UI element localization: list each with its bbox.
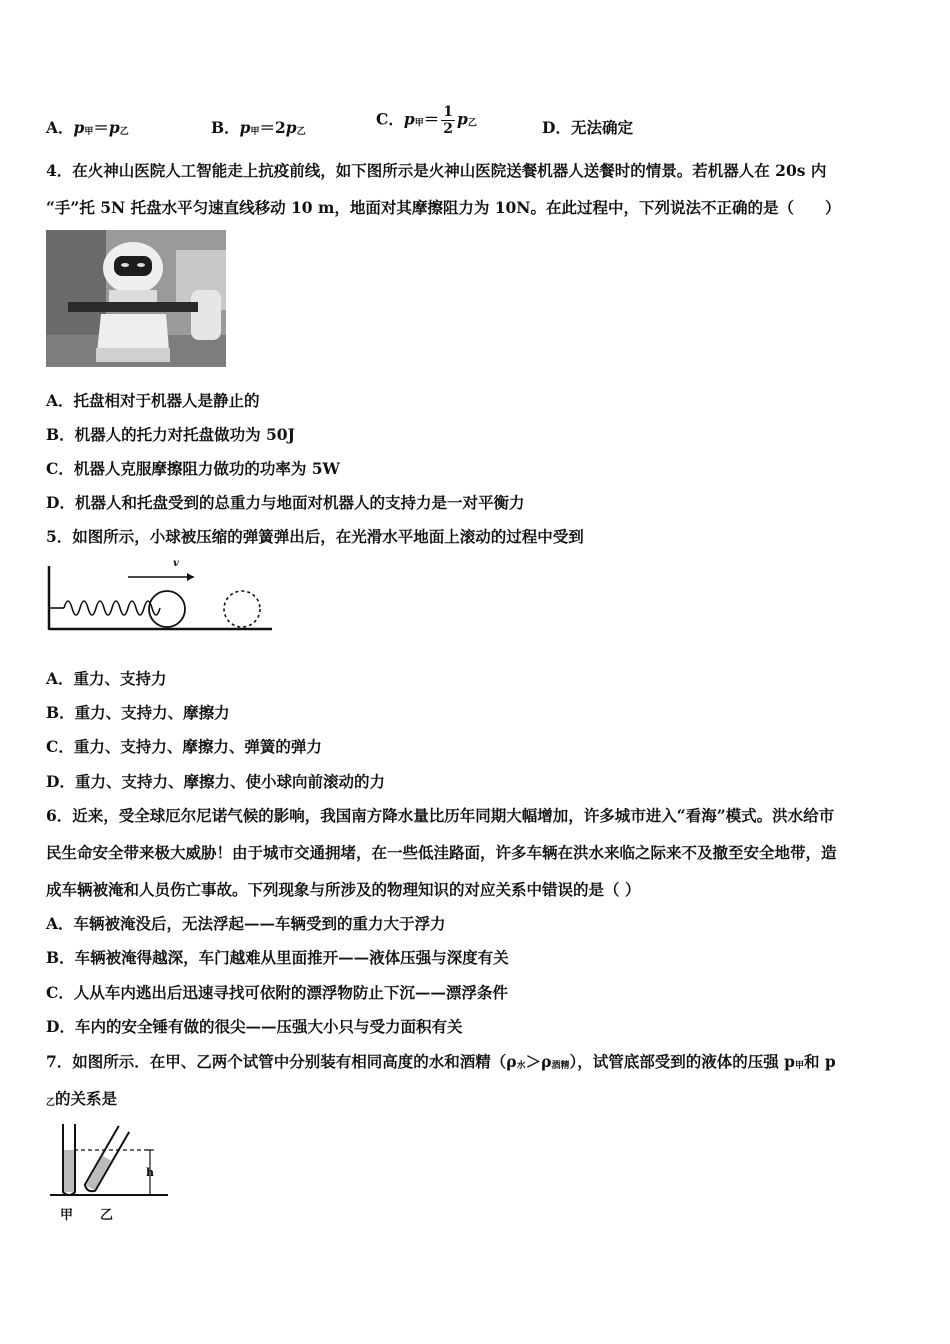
robot-photo [46, 230, 226, 367]
q5-option-d[interactable]: D．重力、支持力、摩擦力、使小球向前滚动的力 [46, 772, 385, 791]
q3-option-d[interactable]: D．无法确定 [542, 118, 633, 137]
spring-ball-illustration [46, 560, 276, 638]
q6-option-b[interactable]: B．车辆被淹得越深，车门越难从里面推开——液体压强与深度有关 [46, 948, 509, 967]
q4-stem-line1: 4．在火神山医院人工智能走上抗疫前线，如下图所示是火神山医院送餐机器人送餐时的情景。若机器人在 20s 内 [46, 161, 827, 180]
q5-option-b[interactable]: B．重力、支持力、摩擦力 [46, 703, 230, 722]
q3-option-a[interactable]: A．p甲＝p乙 [46, 118, 129, 137]
q4-option-d[interactable]: D．机器人和托盘受到的总重力与地面对机器人的支持力是一对平衡力 [46, 493, 525, 512]
test-tube-diagram [46, 1120, 171, 1223]
tube-label-yi: 乙 [100, 1208, 114, 1223]
q3-options-row [46, 104, 906, 148]
q4-option-b[interactable]: B．机器人的托力对托盘做功为 50J [46, 425, 295, 444]
velocity-label: v [173, 558, 179, 569]
q6-stem-line3: 成车辆被淹和人员伤亡事故。下列现象与所涉及的物理知识的对应关系中错误的是（ ） [46, 880, 641, 899]
q4-option-a[interactable]: A．托盘相对于机器人是静止的 [46, 391, 260, 410]
q6-option-c[interactable]: C．人从车内逃出后迅速寻找可依附的漂浮物防止下沉——漂浮条件 [46, 983, 508, 1002]
q6-stem-line2: 民生命安全带来极大威胁！由于城市交通拥堵，在一些低洼路面，许多车辆在洪水来临之际来不及撤至安全地带，造 [46, 843, 837, 862]
q7-stem-line1: 7．如图所示．在甲、乙两个试管中分别装有相同高度的水和酒精（ρ水＞ρ酒精），试管底部受到的液体的压强 p甲和 p [46, 1052, 836, 1071]
q6-stem-line1: 6．近来，受全球厄尔尼诺气候的影响，我国南方降水量比历年同期大幅增加，许多城市进入“看海”模式。洪水给市 [46, 806, 835, 825]
q6-option-d[interactable]: D．车内的安全锤有做的很尖——压强大小只与受力面积有关 [46, 1017, 463, 1036]
spring-ball-diagram [46, 560, 276, 638]
q3-fraction: $\frac{1}{2}$ [443, 104, 453, 137]
q4-stem-line2: “手”托 5N 托盘水平匀速直线移动 10 m，地面对其摩擦阻力为 10N。在此过程中，下列说法不正确的是（ ） [46, 198, 841, 217]
q7-stem-line2: 乙的关系是 [46, 1089, 118, 1108]
robot-photo-illustration [46, 230, 226, 367]
height-mark: h [146, 1166, 154, 1179]
q4-option-c[interactable]: C．机器人克服摩擦阻力做功的功率为 5W [46, 459, 340, 478]
q6-option-a[interactable]: A．车辆被淹没后，无法浮起——车辆受到的重力大于浮力 [46, 914, 446, 933]
q5-option-a[interactable]: A．重力、支持力 [46, 669, 167, 688]
q3-option-b[interactable]: B．p甲＝2p乙 [211, 118, 306, 137]
q5-option-c[interactable]: C．重力、支持力、摩擦力、弹簧的弹力 [46, 737, 322, 756]
q5-stem: 5．如图所示，小球被压缩的弹簧弹出后，在光滑水平地面上滚动的过程中受到 [46, 527, 584, 546]
q3-option-c[interactable]: C．p甲＝ $\frac{1}{2}$ p乙 [376, 104, 477, 137]
test-tube-illustration [46, 1120, 171, 1204]
tube-label-jia: 甲 [60, 1208, 74, 1223]
